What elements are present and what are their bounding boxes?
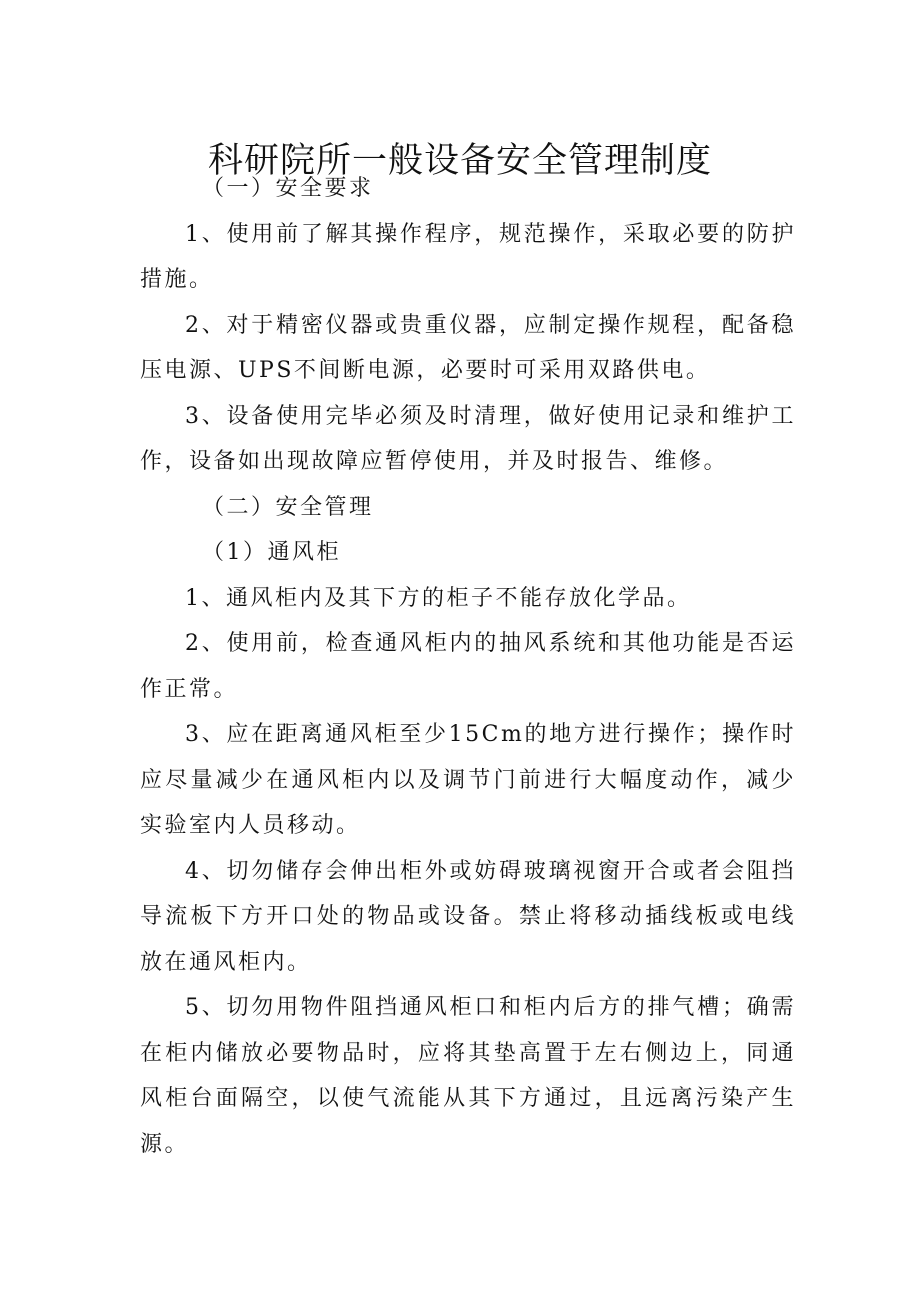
document-title: 科研院所一般设备安全管理制度 (207, 141, 712, 182)
paragraph-fume-hood-4: 4、切勿储存会伸出柜外或妨碍玻璃视窗开合或者会阻挡导流板下方开口处的物品或设备。禁止将移动插线板或电线放在通风柜内。 (140, 858, 796, 975)
section-heading-safety-management: （二）安全管理 (202, 494, 374, 520)
paragraph-requirement-1: 1、使用前了解其操作程序，规范操作，采取必要的防护措施。 (140, 221, 796, 292)
document-body (140, 166, 796, 1167)
paragraph-requirement-2: 2、对于精密仪器或贵重仪器，应制定操作规程，配备稳压电源、UPS不间断电源，必要时可采用双路供电。 (140, 312, 796, 383)
paragraph-fume-hood-1: 1、通风柜内及其下方的柜子不能存放化学品。 (185, 585, 692, 611)
paragraph-requirement-3: 3、设备使用完毕必须及时清理，做好使用记录和维护工作，设备如出现故障应暂停使用，并及时报告、维修。 (140, 403, 796, 474)
section-heading-safety-requirements: （一）安全要求 (202, 176, 374, 201)
paragraph-fume-hood-3: 3、应在距离通风柜至少15Cm的地方进行操作；操作时应尽量减少在通风柜内以及调节门前进行大幅度动作，减少实验室内人员移动。 (140, 722, 796, 838)
subsection-heading-fume-hood: （1）通风柜 (202, 540, 341, 565)
paragraph-fume-hood-2: 2、使用前，检查通风柜内的抽风系统和其他功能是否运作正常。 (140, 631, 796, 702)
paragraph-fume-hood-5: 5、切勿用物件阻挡通风柜口和柜内后方的排气槽；确需在柜内储放必要物品时，应将其垫高置于左右侧边上，同通风柜台面隔空，以使气流能从其下方通过，且远离污染产生源。 (140, 995, 796, 1157)
